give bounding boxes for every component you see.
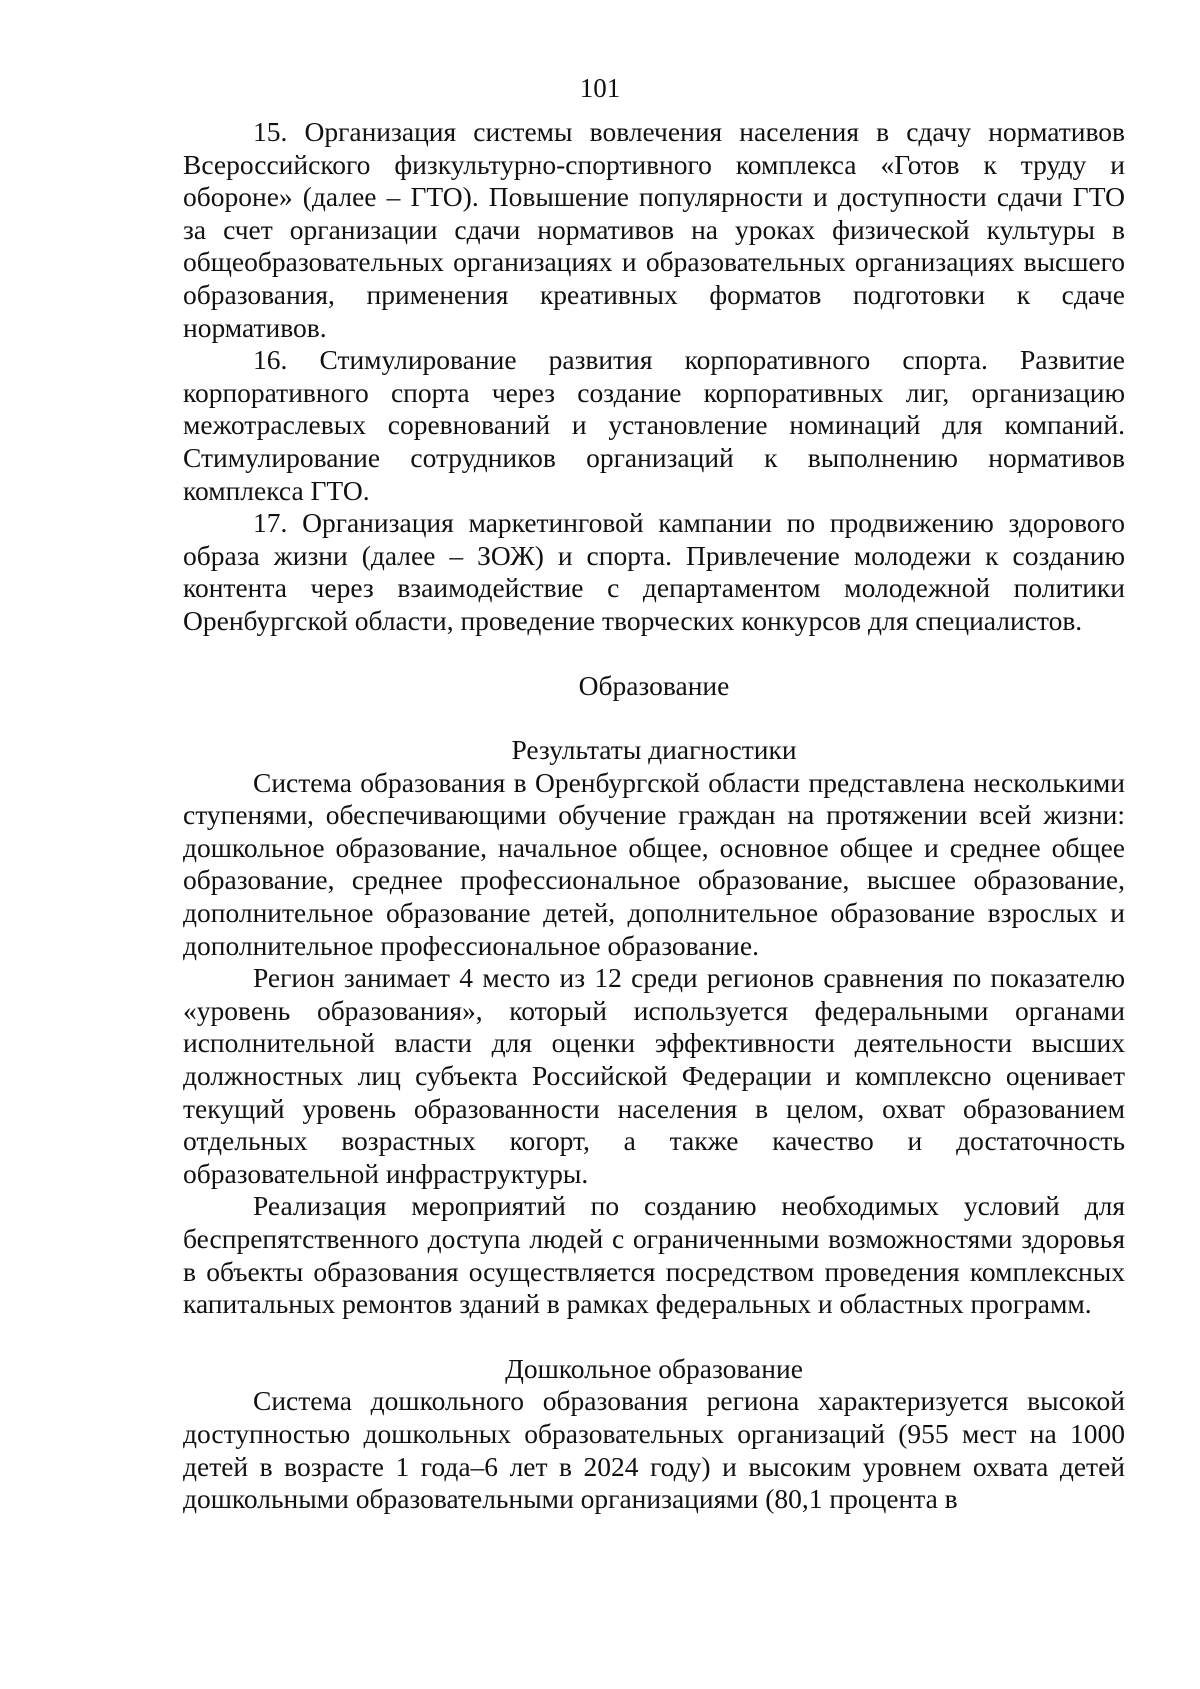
paragraph-item-16: 16. Стимулирование развития корпоративного спорта. Развитие корпоративного спорта через создание корпоративных лиг, организацию межотраслевых соревнований и установление номинаций для компаний. Стимулирование сотрудников организаций к выполнению нормативов комплекса ГТО. — [183, 344, 1125, 506]
paragraph-item-15: 15. Организация системы вовлечения населения в сдачу нормативов Всероссийского физкультурно-спортивного комплекса «Готов к труду и обороне» (далее – ГТО). Повышение популярности и доступности сдачи ГТО за счет организации сдачи нормативов на уроках физической культуры в общеобразовательных организациях и образовательных организациях высшего образования, применения креативных форматов подготовки к сдаче нормативов. — [183, 116, 1125, 343]
paragraph-preschool-1: Система дошкольного образования региона характеризуется высокой доступностью дошкольных образовательных организаций (955 мест на 1000 детей в возрасте 1 года–6 лет в 2024 году) и высоким уровнем охвата детей дошкольными образовательными организациями (80,1 процента в — [183, 1385, 1125, 1515]
subsection-title-diagnostics: Результаты диагностики — [511, 734, 797, 766]
paragraph-item-17: 17. Организация маркетинговой кампании по продвижению здорового образа жизни (далее – ЗОЖ) и спорта. Привлечение молодежи к созданию контента через взаимодействие с департаментом молодежной политики Оренбургской области, проведение творческих конкурсов для специалистов. — [183, 507, 1125, 636]
paragraph-diagnostics-3: Реализация мероприятий по созданию необходимых условий для беспрепятственного доступа людей с ограниченными возможностями здоровья в объекты образования осуществляется посредством проведения комплексных капитальных ремонтов зданий в рамках федеральных и областных программ. — [183, 1190, 1125, 1320]
document-body — [183, 116, 1125, 1516]
section-title-education: Образование — [578, 669, 730, 701]
paragraph-diagnostics-1: Система образования в Оренбургской области представлена несколькими ступенями, обеспечивающими обучение граждан на протяжении всей жизни: дошкольное образование, начальное общее, основное общее и среднее общее образование, среднее профессиональное образование, высшее образование, дополнительное образование детей, дополнительное образование взрослых и дополнительное профессиональное образование. — [183, 766, 1125, 961]
subsection-title-preschool: Дошкольное образование — [505, 1352, 803, 1384]
page-number: 101 — [579, 73, 621, 103]
paragraph-diagnostics-2: Регион занимает 4 место из 12 среди регионов сравнения по показателю «уровень образования», который используется федеральными органами исполнительной власти для оценки эффективности деятельности высших должностных лиц субъекта Российской Федерации и комплексно оценивает текущий уровень образованности населения в целом, охват образованием отдельных возрастных когорт, а также качество и достаточность образовательной инфраструктуры. — [183, 962, 1125, 1189]
